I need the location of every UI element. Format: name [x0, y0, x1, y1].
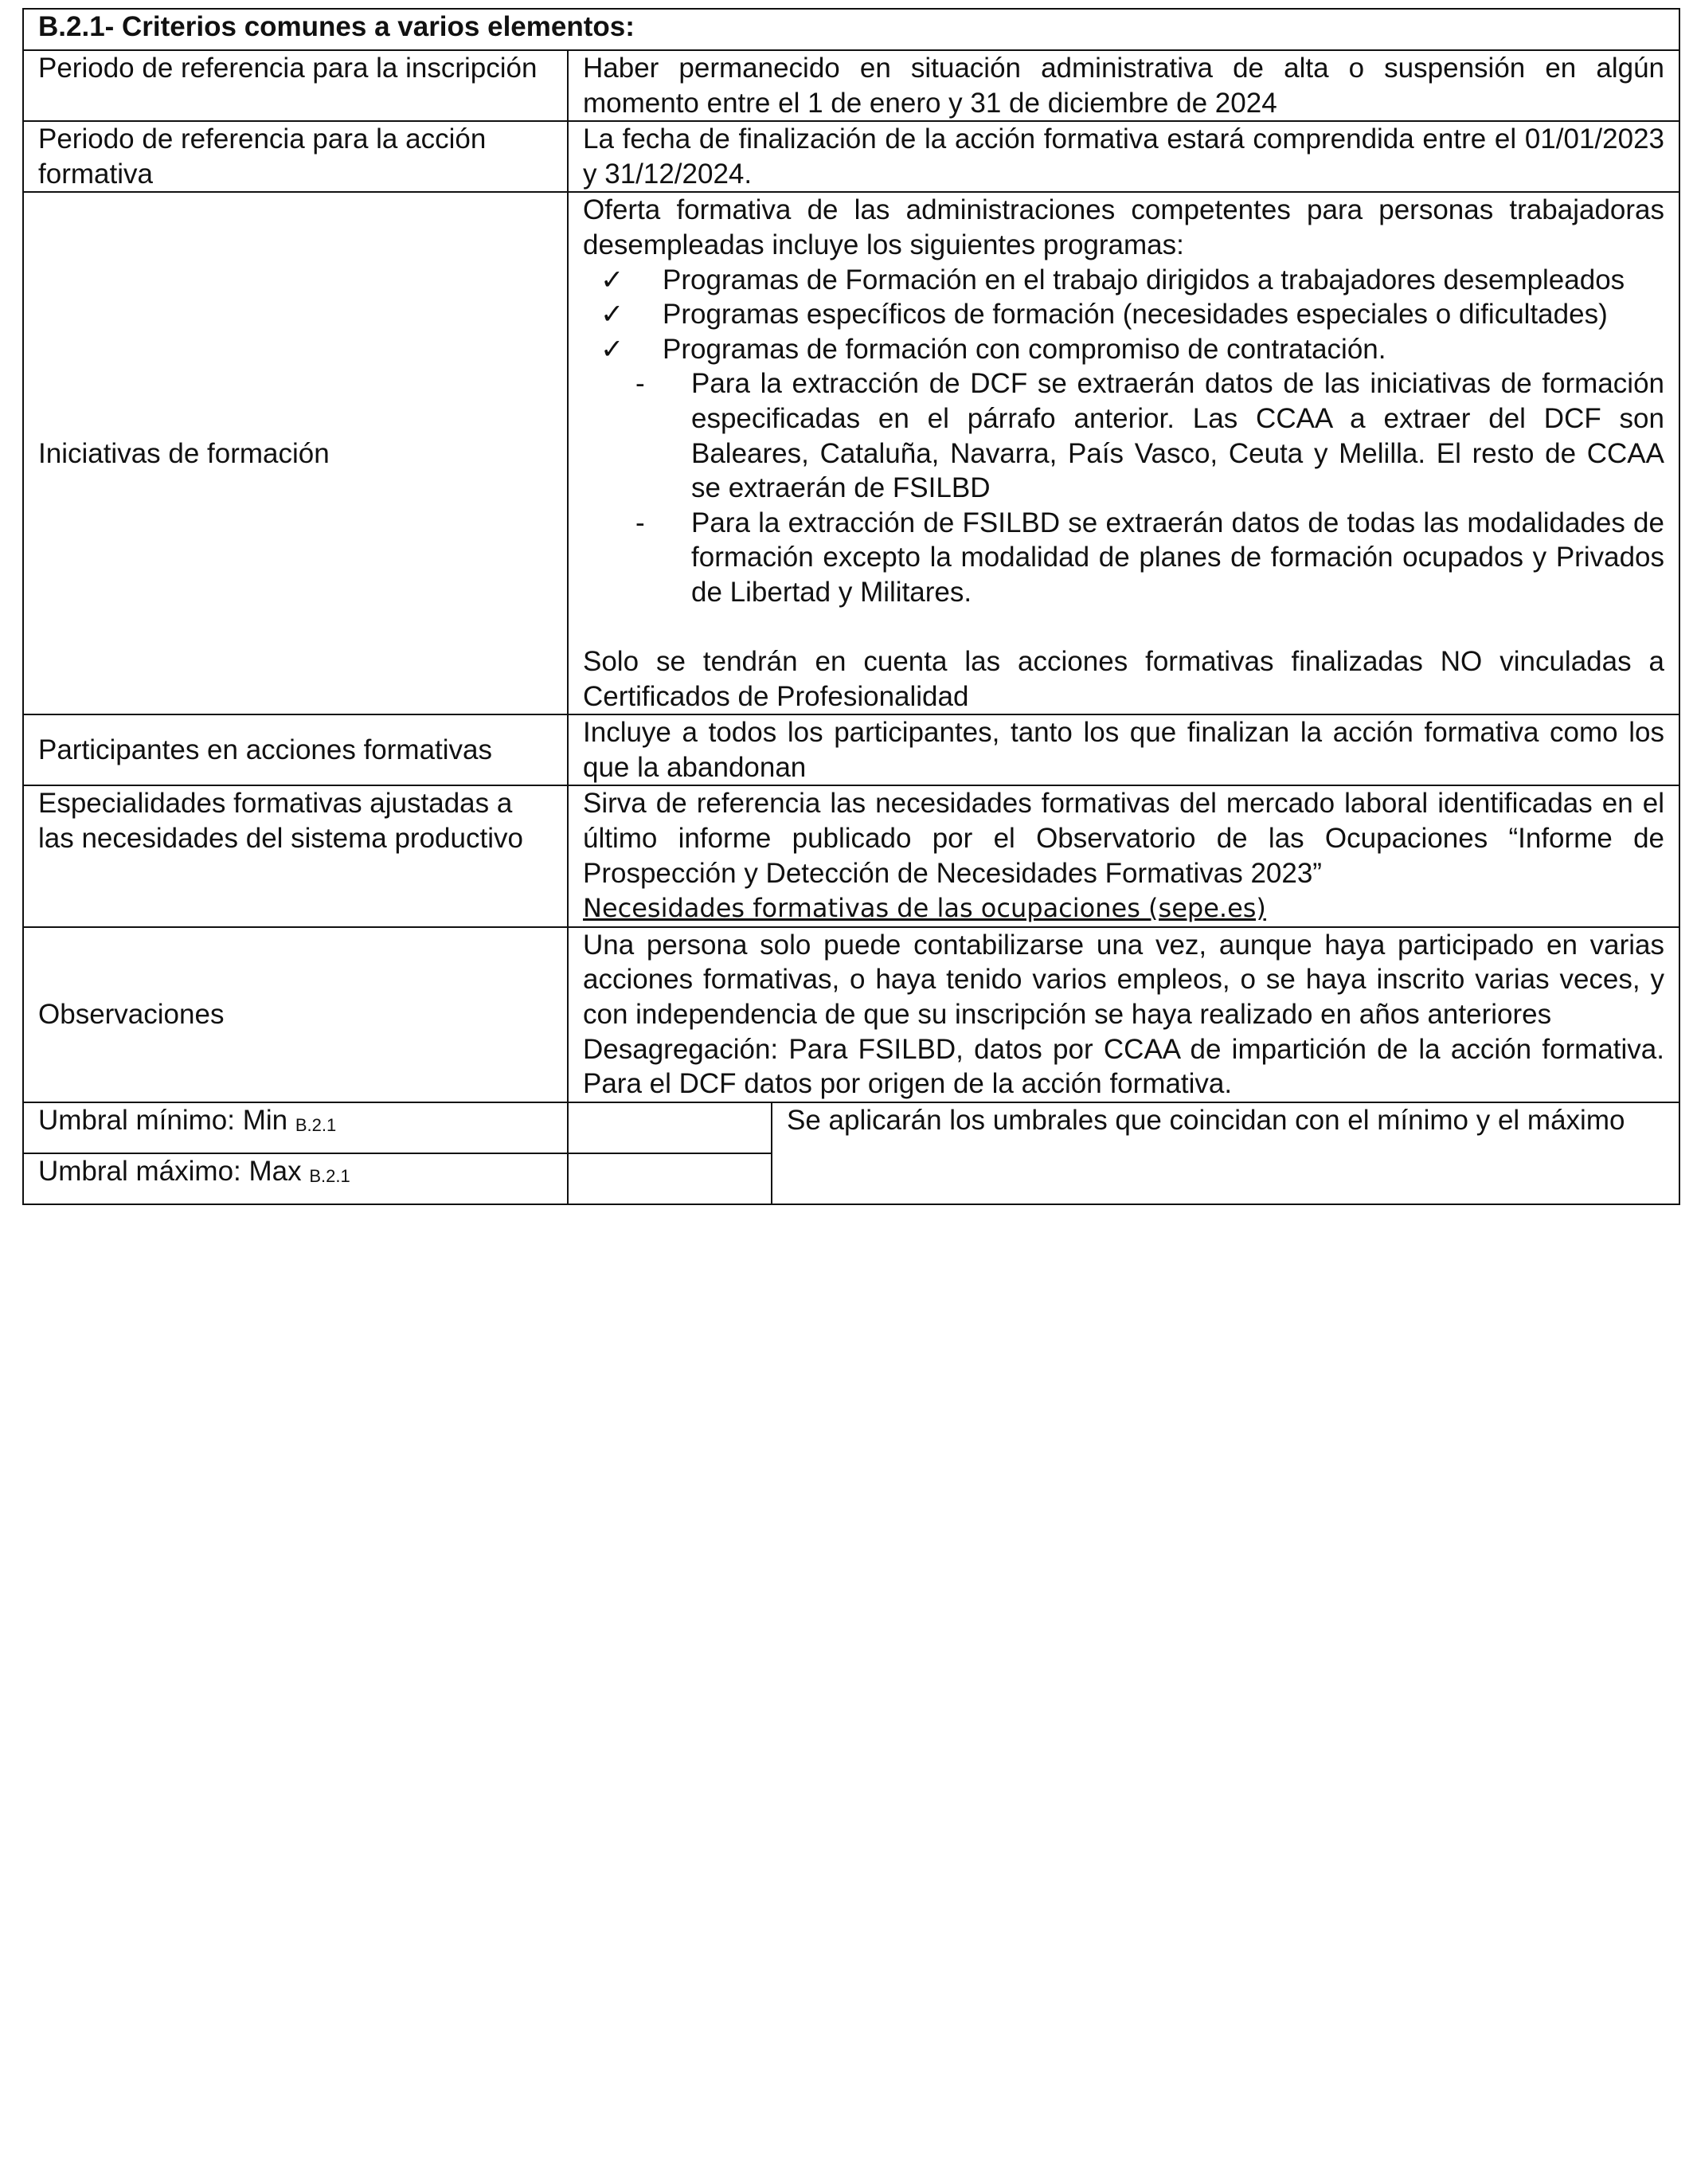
table-row: [23, 927, 1679, 1102]
section-title-row: [23, 9, 1679, 50]
row-label-iniciativas: Iniciativas de formación: [23, 192, 568, 714]
list-item: [583, 506, 1664, 610]
row-value-iniciativas: [568, 192, 1679, 714]
row-value-participantes: Incluye a todos los participantes, tanto los que finalizan la acción formativa como los que la abandonan: [568, 714, 1679, 785]
row-value-inscripcion: Haber permanecido en situación administrativa de alta o suspensión en algún momento entre el 1 de enero y 31 de diciembre de 2024: [568, 50, 1679, 121]
table-row: [23, 50, 1679, 121]
list-item-text: Para la extracción de DCF se extraerán datos de las iniciativas de formación especificadas en el párrafo anterior. Las CCAA a extraer del DCF son Baleares, Cataluña, Navarra, País Vasco, Ceuta y Melilla. El resto de CCAA se extraerán de FSILBD: [691, 368, 1664, 504]
checkmark-icon: ✓: [600, 299, 624, 331]
list-item-text: Programas específicos de formación (necesidades especiales o dificultades): [663, 299, 1608, 331]
list-item: [583, 297, 1664, 332]
row-label-accion: Periodo de referencia para la acción formativa: [23, 121, 568, 192]
row-label-umbral-max: [23, 1153, 568, 1204]
observaciones-text-1: Una persona solo puede contabilizarse una vez, aunque haya participado en varias acciones formativas, o haya tenido varios empleos, o se haya inscrito varias veces, y con independencia de que su inscripción se haya realizado en años anteriores: [583, 929, 1664, 1031]
row-label-inscripcion: Periodo de referencia para la inscripción: [23, 50, 568, 121]
umbral-note: Se aplicarán los umbrales que coincidan con el mínimo y el máximo: [772, 1102, 1679, 1204]
umbral-min-sub: B.2.1: [295, 1114, 337, 1135]
row-value-accion: La fecha de finalización de la acción formativa estará comprendida entre el 01/01/2023 y 31/12/2024.: [568, 121, 1679, 192]
observaciones-text-2: Desagregación: Para FSILBD, datos por CCAA de impartición de la acción formativa. Para el DCF datos por origen de la acción formativa.: [583, 1033, 1664, 1100]
dash-bullet: -: [635, 368, 645, 400]
list-item: [583, 366, 1664, 505]
iniciativas-intro: Oferta formativa de las administraciones competentes para personas trabajadoras desempleadas incluye los siguientes programas:: [583, 194, 1664, 260]
table-row: [23, 714, 1679, 785]
checkmark-icon: ✓: [600, 264, 624, 296]
umbral-max-label: Umbral máximo: Max: [38, 1155, 302, 1187]
list-item-text: Programas de formación con compromiso de contratación.: [663, 333, 1386, 365]
table-row: [23, 121, 1679, 192]
list-item: [583, 332, 1664, 367]
section-title: B.2.1- Criterios comunes a varios elementos:: [23, 9, 1679, 50]
list-item-text: Programas de Formación en el trabajo dirigidos a trabajadores desempleados: [663, 264, 1625, 296]
especialidades-text: Sirva de referencia las necesidades formativas del mercado laboral identificadas en el último informe publicado por el Observatorio de las Ocupaciones “Informe de Prospección y Detección de Necesidades Formativas 2023”: [583, 788, 1664, 889]
table-row: [23, 192, 1679, 714]
umbral-min-value[interactable]: [568, 1102, 772, 1153]
sepe-link[interactable]: Necesidades formativas de las ocupaciones (sepe.es): [583, 893, 1266, 924]
checkmark-icon: ✓: [600, 333, 624, 365]
umbral-min-label: Umbral mínimo: Min: [38, 1104, 288, 1136]
dash-bullet: -: [635, 507, 645, 538]
iniciativas-closing: Solo se tendrán en cuenta las acciones formativas finalizadas NO vinculadas a Certificados de Profesionalidad: [583, 646, 1664, 712]
table-row: [23, 785, 1679, 926]
list-item-text: Para la extracción de FSILBD se extraerán datos de todas las modalidades de formación excepto la modalidad de planes de formación ocupados y Privados de Libertad y Militares.: [691, 507, 1664, 608]
extraction-list: [583, 366, 1664, 609]
row-label-especialidades: Especialidades formativas ajustadas a las necesidades del sistema productivo: [23, 785, 568, 926]
program-checklist: [583, 263, 1664, 367]
row-value-observaciones: [568, 927, 1679, 1102]
table-row: [23, 1102, 1679, 1153]
row-label-participantes: Participantes en acciones formativas: [23, 714, 568, 785]
row-value-especialidades: [568, 785, 1679, 926]
list-item: [583, 263, 1664, 298]
row-label-observaciones: Observaciones: [23, 927, 568, 1102]
spacer: [583, 610, 1664, 645]
row-label-umbral-min: [23, 1102, 568, 1153]
umbral-max-value[interactable]: [568, 1153, 772, 1204]
umbral-max-sub: B.2.1: [309, 1165, 350, 1186]
criteria-table: [22, 8, 1680, 1205]
